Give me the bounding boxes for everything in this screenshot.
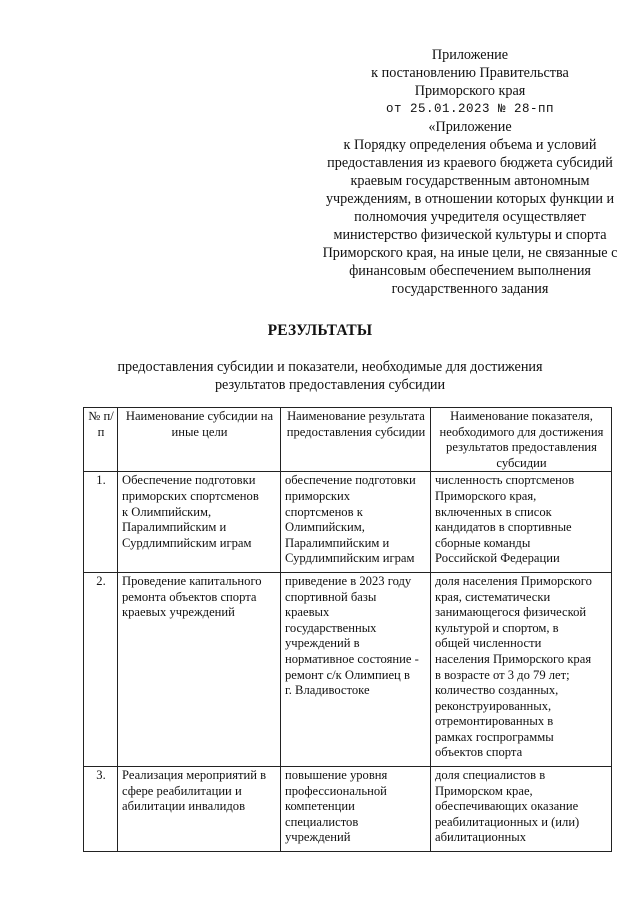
subsidy-name-cell: Проведение капитального ремонта объектов спорта краевых учреждений — [118, 572, 281, 766]
procedure-description: к Порядку определения объема и условий предоставления из краевого бюджета субсидий краевым государственным автономным учреждениям, в отношении которых функции и полномочия учредителя осуществляет министерство физической культуры и спорта Приморского края, на иные цели, не связанные с финансовым обеспечением выполнения государственного задания — [322, 137, 618, 297]
result-cell: обеспечение подготовки приморских спортсменов к Олимпийским, Паралимпийским и Сурдлимпийским играм — [281, 472, 431, 573]
indicator-cell: доля населения Приморского края, систематически занимающегося физической культурой и спортом, в общей численности населения Приморского края в возрасте от 3 до 79 лет; количество созданных, реконструированных, отремонтированных в рамках госпрограммы объектов спорта — [431, 572, 612, 766]
row-number: 3. — [84, 767, 118, 852]
results-table — [83, 407, 612, 852]
indicator-cell: доля специалистов в Приморском крае, обеспечивающих оказание реабилитационных и (или) абилитационных — [431, 767, 612, 852]
column-header-result: Наименование результата предоставления субсидии — [281, 408, 431, 472]
resolution-reference: к постановлению Правительства — [371, 65, 569, 81]
inner-appendix-label: «Приложение — [428, 119, 512, 135]
table-row — [84, 767, 612, 852]
subsidy-name-cell: Обеспечение подготовки приморских спортсменов к Олимпийским, Паралимпийским и Сурдлимпийским играм — [118, 472, 281, 573]
indicator-cell: численность спортсменов Приморского края, включенных в список кандидатов в спортивные сборные команды Российской Федерации — [431, 472, 612, 573]
subsidy-name-cell: Реализация мероприятий в сфере реабилитации и абилитации инвалидов — [118, 767, 281, 852]
result-cell: повышение уровня профессиональной компетенции специалистов учреждений — [281, 767, 431, 852]
column-header-indicator: Наименование показателя, необходимого для достижения результатов предоставления субсидии — [431, 408, 612, 472]
result-cell: приведение в 2023 году спортивной базы краевых государственных учреждений в нормативное состояние - ремонт с/к Олимпиец в г. Владивостоке — [281, 572, 431, 766]
table-row — [84, 572, 612, 766]
row-number: 1. — [84, 472, 118, 573]
column-header-number: № п/п — [84, 408, 118, 472]
row-number: 2. — [84, 572, 118, 766]
document-title: РЕЗУЛЬТАТЫ — [267, 322, 373, 339]
appendix-header — [320, 46, 620, 298]
column-header-subsidy-name: Наименование субсидии на иные цели — [118, 408, 281, 472]
table-header-row — [84, 408, 612, 472]
document-subtitle: предоставления субсидии и показатели, необходимые для достижения результатов предоставления субсидии — [117, 359, 543, 393]
appendix-label: Приложение — [431, 47, 509, 63]
table-row — [84, 472, 612, 573]
resolution-date-number: от 25.01.2023 № 28-пп — [385, 102, 555, 116]
region-name: Приморского края — [414, 83, 526, 99]
